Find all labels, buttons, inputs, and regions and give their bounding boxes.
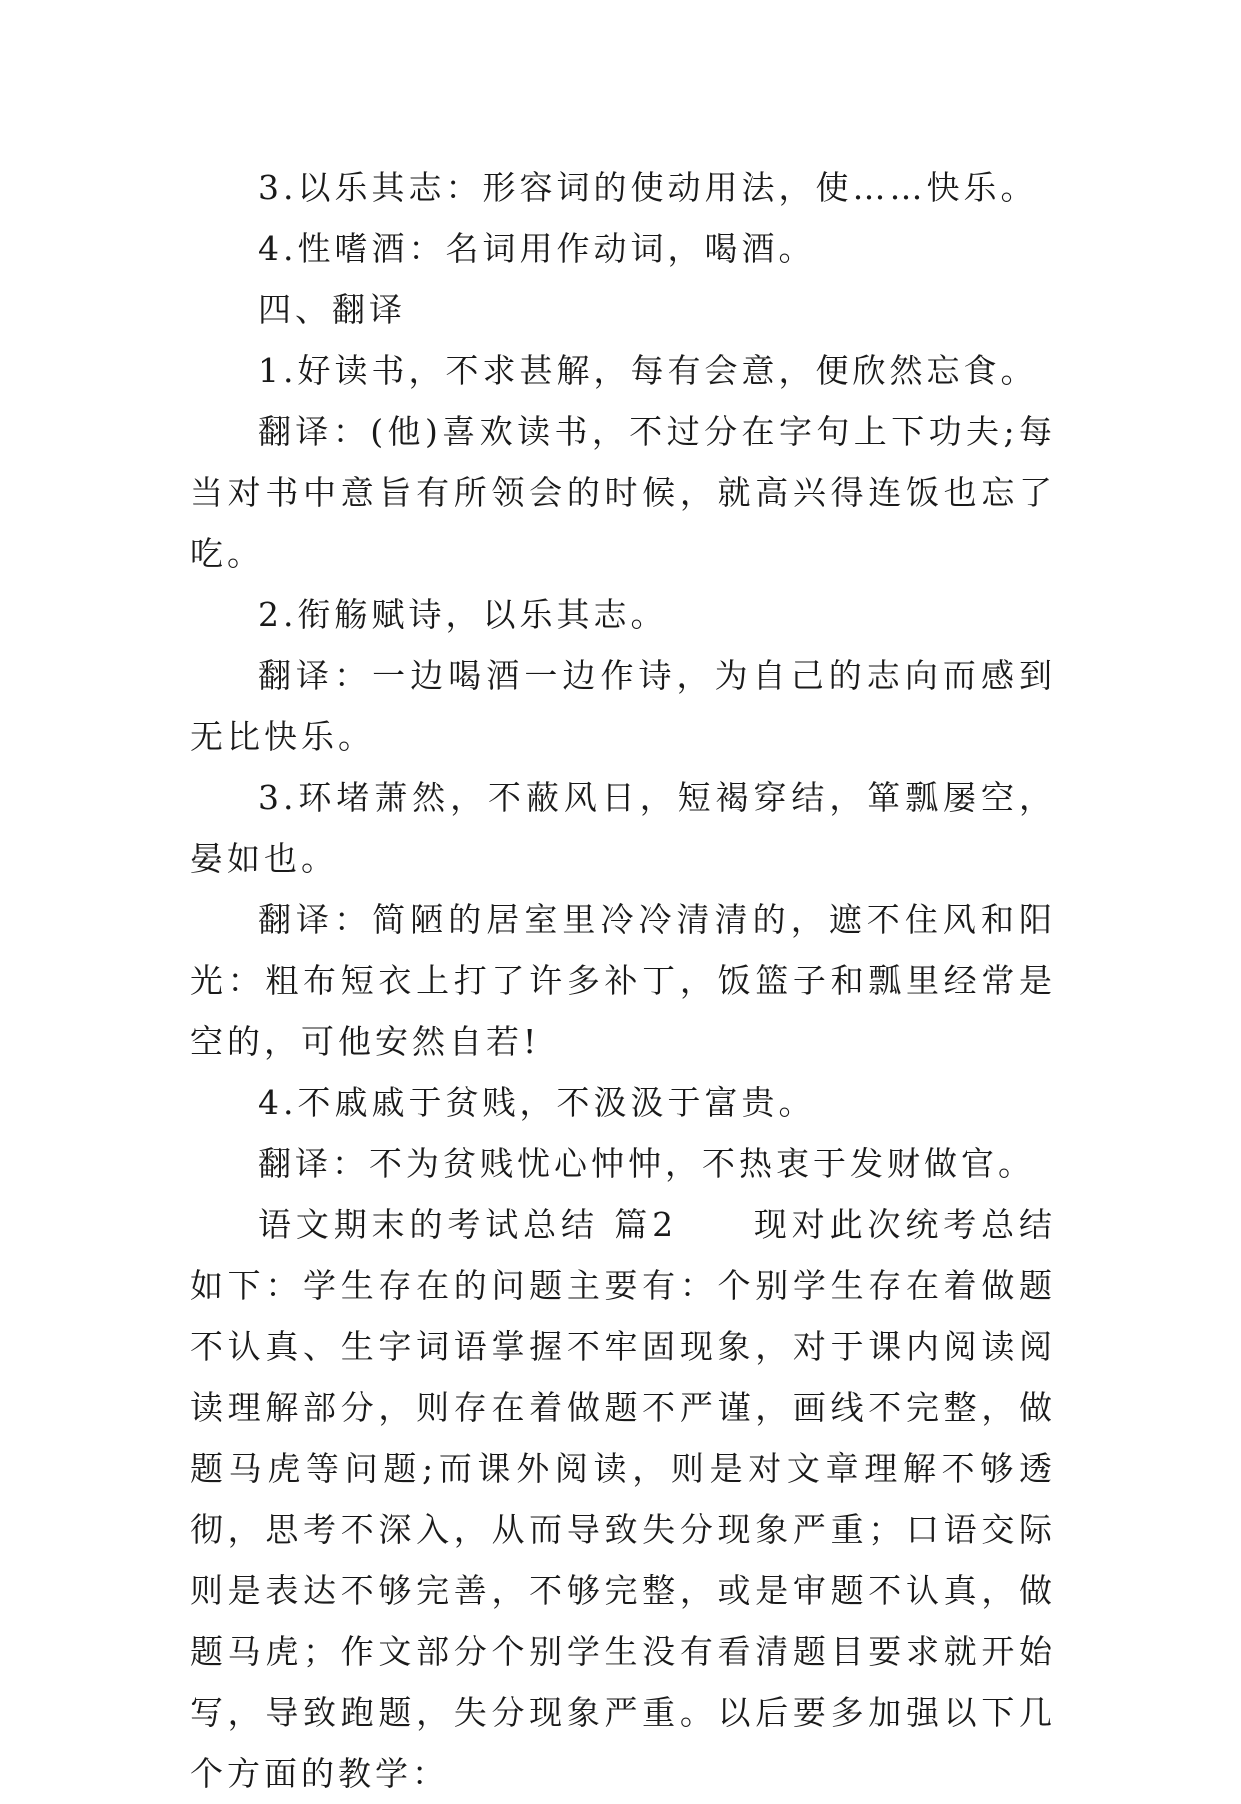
paragraph-translation-4: 翻译：不为贫贱忧心忡忡，不热衷于发财做官。	[258, 1144, 1035, 1183]
document-body	[190, 157, 1056, 1804]
section-heading-translation: 四、翻译	[258, 290, 406, 329]
paragraph-term-3: 3.以乐其志：形容词的使动用法，使……快乐。	[258, 168, 1038, 207]
paragraph-translation-1: 翻译：(他)喜欢读书，不过分在字句上下功夫;每当对书中意旨有所领会的时候，就高兴得连饭也忘了吃。	[190, 412, 1056, 573]
paragraph-sentence-4: 4.不戚戚于贫贱，不汲汲于富贵。	[258, 1083, 816, 1122]
paragraph-term-4: 4.性嗜酒：名词用作动词，喝酒。	[258, 229, 816, 268]
paragraph-translation-3: 翻译：简陋的居室里冷冷清清的，遮不住风和阳光：粗布短衣上打了许多补丁，饭篮子和瓢里经常是空的，可他安然自若!	[190, 900, 1056, 1061]
paragraph-sentence-3: 3.环堵萧然，不蔽风日，短褐穿结，箪瓢屡空，晏如也。	[190, 778, 1056, 878]
paragraph-translation-2: 翻译：一边喝酒一边作诗，为自己的志向而感到无比快乐。	[190, 656, 1056, 756]
paragraph-exam-summary: 语文期末的考试总结 篇2 现对此次统考总结如下：学生存在的问题主要有：个别学生存在着做题不认真、生字词语掌握不牢固现象，对于课内阅读阅读理解部分，则存在着做题不严谨，画线不完整，做题马虎等问题;而课外阅读，则是对文章理解不够透彻，思考不深入，从而导致失分现象严重；口语交际则是表达不够完善，不够完整，或是审题不认真，做题马虎；作文部分个别学生没有看清题目要求就开始写，导致跑题，失分现象严重。以后要多加强以下几个方面的教学：	[190, 1205, 1056, 1793]
paragraph-sentence-2: 2.衔觞赋诗，以乐其志。	[258, 595, 668, 634]
paragraph-sentence-1: 1.好读书，不求甚解，每有会意，便欣然忘食。	[258, 351, 1038, 390]
